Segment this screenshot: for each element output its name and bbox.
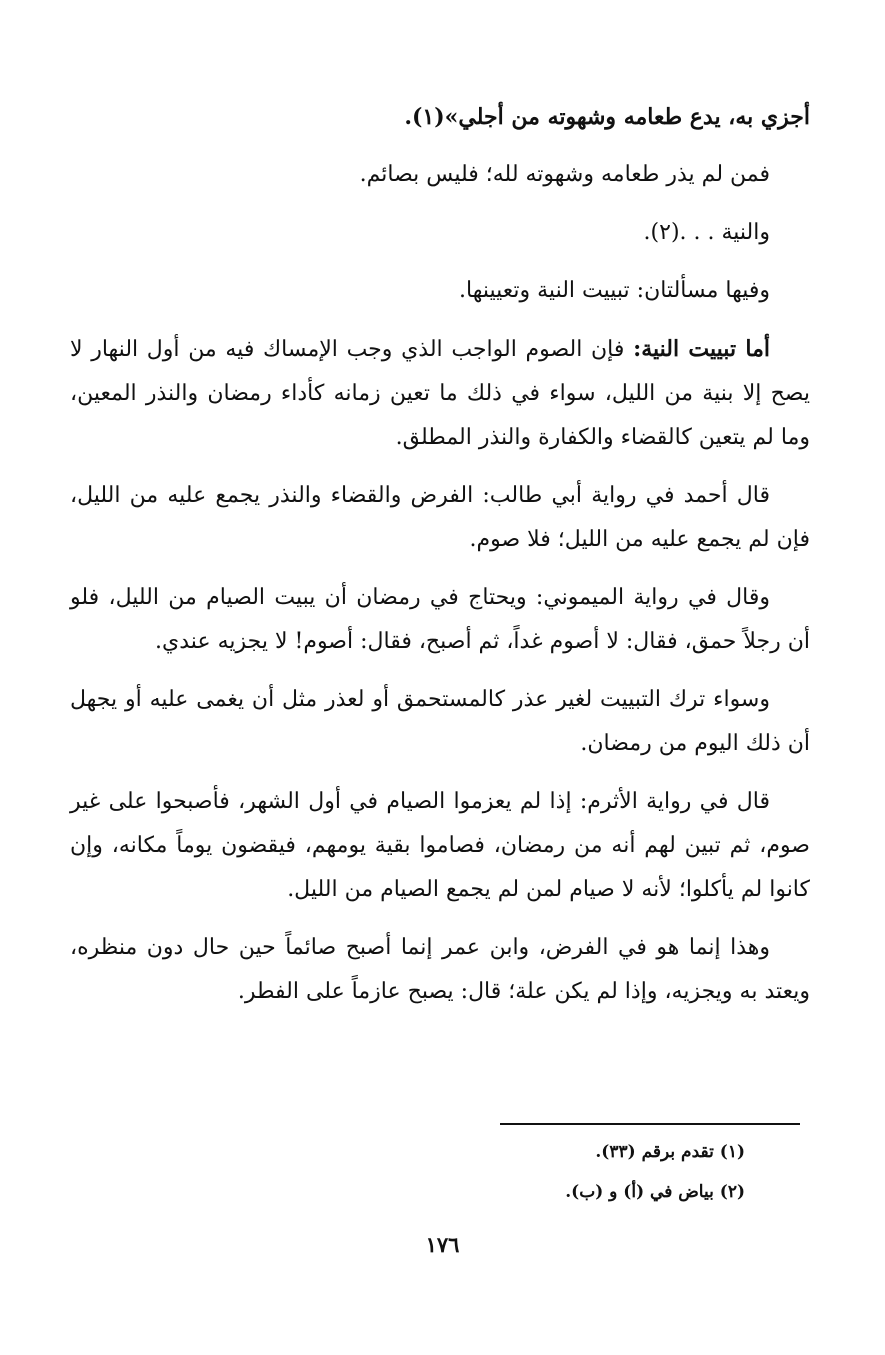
paragraph-3: والنية . . .(٢). bbox=[643, 220, 770, 245]
footnote-2: (٢) بياض في (أ) و (ب). bbox=[565, 1182, 745, 1202]
paragraph-4: وفيها مسألتان: تبييت النية وتعيينها. bbox=[459, 278, 770, 303]
paragraph-5-lead: أما تبييت النية: bbox=[633, 336, 770, 362]
paragraph-7: وقال في رواية الميموني: ويحتاج في رمضان أن يبيت الصيام من الليل، فلو أن رجلاً حمق، فقال: لا أصوم غداً، ثم أصبح، فقال: أصوم! لا يجزيه عندي. bbox=[70, 585, 810, 654]
paragraph-9: قال في رواية الأثرم: إذا لم يعزموا الصيام في أول الشهر، فأصبحوا على غير صوم، ثم تبين لهم أنه من رمضان، فصاموا بقية يومهم، فيقضون يوماً مكانه، وإن كانوا لم يأكلوا؛ لأنه لا صيام لمن لم يجمع الصيام من الليل. bbox=[70, 789, 810, 902]
page-number: ١٧٦ bbox=[425, 1232, 460, 1257]
paragraph-5-text: فإن الصوم الواجب الذي وجب الإمساك فيه من أول النهار لا يصح إلا بنية من الليل، سواء في ذلك ما تعين زمانه كأداء رمضان والنذر المعين، وما لم يتعين كالقضاء والكفارة والنذر المطلق. bbox=[70, 337, 810, 450]
footnotes bbox=[145, 1132, 745, 1212]
paragraph-5 bbox=[70, 327, 810, 460]
paragraph-2: فمن لم يذر طعامه وشهوته لله؛ فليس بصائم. bbox=[359, 162, 770, 187]
page-body bbox=[70, 95, 810, 1028]
paragraph-6: قال أحمد في رواية أبي طالب: الفرض والقضاء والنذر يجمع عليه من الليل، فإن لم يجمع عليه من الليل؛ فلا صوم. bbox=[70, 483, 810, 552]
footnote-divider bbox=[500, 1123, 800, 1125]
paragraph-8: وسواء ترك التبييت لغير عذر كالمستحمق أو لعذر مثل أن يغمى عليه أو يجهل أن ذلك اليوم من رمضان. bbox=[70, 687, 810, 756]
paragraph-10: وهذا إنما هو في الفرض، وابن عمر إنما أصبح صائماً حين حال دون منظره، ويعتد به ويجزيه، وإذا لم يكن علة؛ قال: يصبح عازماً على الفطر. bbox=[70, 935, 810, 1004]
footnote-1: (١) تقدم برقم (٣٣). bbox=[595, 1142, 745, 1162]
paragraph-1: أجزي به، يدع طعامه وشهوته من أجلي»(١). bbox=[404, 104, 810, 130]
